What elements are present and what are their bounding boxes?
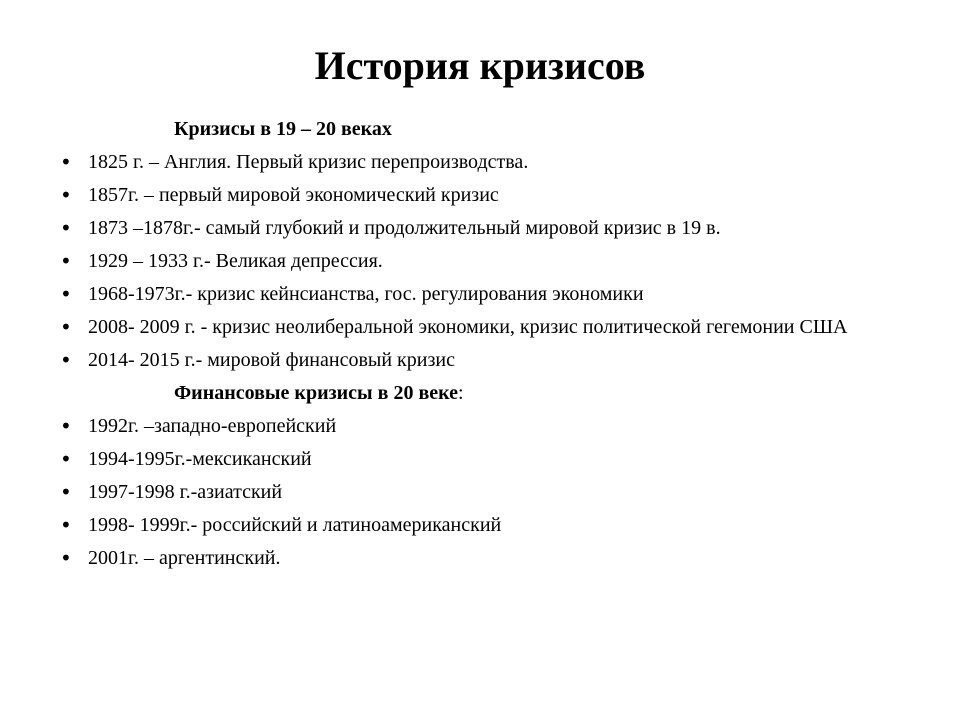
list-item — [60, 347, 920, 373]
section-heading-19-20-centuries — [60, 116, 920, 149]
list-item — [60, 446, 920, 472]
financial-crisis-list-20-century — [60, 413, 920, 571]
list-item-text: 1873 –1878г.- самый глубокий и продолжительный мировой кризис в 19 в. — [88, 217, 721, 239]
list-item-text: 1857г. – первый мировой экономический кризис — [88, 184, 499, 206]
list-item-text: 1968-1973г.- кризис кейнсианства, гос. регулирования экономики — [88, 283, 644, 305]
list-item — [60, 314, 920, 340]
slide-content — [60, 116, 920, 578]
list-item — [60, 215, 920, 241]
list-item-text: 1992г. –западно-европейский — [88, 415, 337, 437]
list-item — [60, 413, 920, 439]
list-item-text: 1998- 1999г.- российский и латиноамериканский — [88, 514, 502, 536]
bullet-icon: • — [60, 282, 72, 306]
list-item-text: 2001г. – аргентинский. — [88, 547, 281, 569]
bullet-icon: • — [60, 183, 72, 207]
list-item — [60, 149, 920, 175]
list-item-text: 1929 – 1933 г.- Великая депрессия. — [88, 250, 383, 272]
bullet-icon: • — [60, 150, 72, 174]
list-item — [60, 479, 920, 505]
bullet-icon: • — [60, 315, 72, 339]
list-item-text: 2014- 2015 г.- мировой финансовый кризис — [88, 349, 455, 371]
list-item — [60, 512, 920, 538]
bullet-icon: • — [60, 447, 72, 471]
bullet-icon: • — [60, 348, 72, 372]
list-item — [60, 281, 920, 307]
bullet-icon: • — [60, 249, 72, 273]
slide-title: История кризисов — [314, 43, 646, 88]
bullet-icon: • — [60, 480, 72, 504]
bullet-icon: • — [60, 513, 72, 537]
section-heading-colon: : — [458, 382, 464, 404]
list-item — [60, 248, 920, 274]
bullet-icon: • — [60, 216, 72, 240]
list-item — [60, 545, 920, 571]
list-item-text: 1994-1995г.-мексиканский — [88, 448, 312, 470]
section-heading-financial-crises — [60, 380, 920, 413]
list-item — [60, 182, 920, 208]
section-heading-text: Финансовые кризисы в 20 веке — [174, 382, 459, 404]
section-heading-text: Кризисы в 19 – 20 веках — [174, 118, 392, 140]
list-item-text: 1825 г. – Англия. Первый кризис перепроизводства. — [88, 151, 529, 173]
crisis-list-19-20-centuries — [60, 149, 920, 373]
bullet-icon: • — [60, 546, 72, 570]
list-item-text: 1997-1998 г.-азиатский — [88, 481, 283, 503]
list-item-text: 2008- 2009 г. - кризис неолиберальной экономики, кризис политической гегемонии США — [88, 316, 848, 338]
bullet-icon: • — [60, 414, 72, 438]
